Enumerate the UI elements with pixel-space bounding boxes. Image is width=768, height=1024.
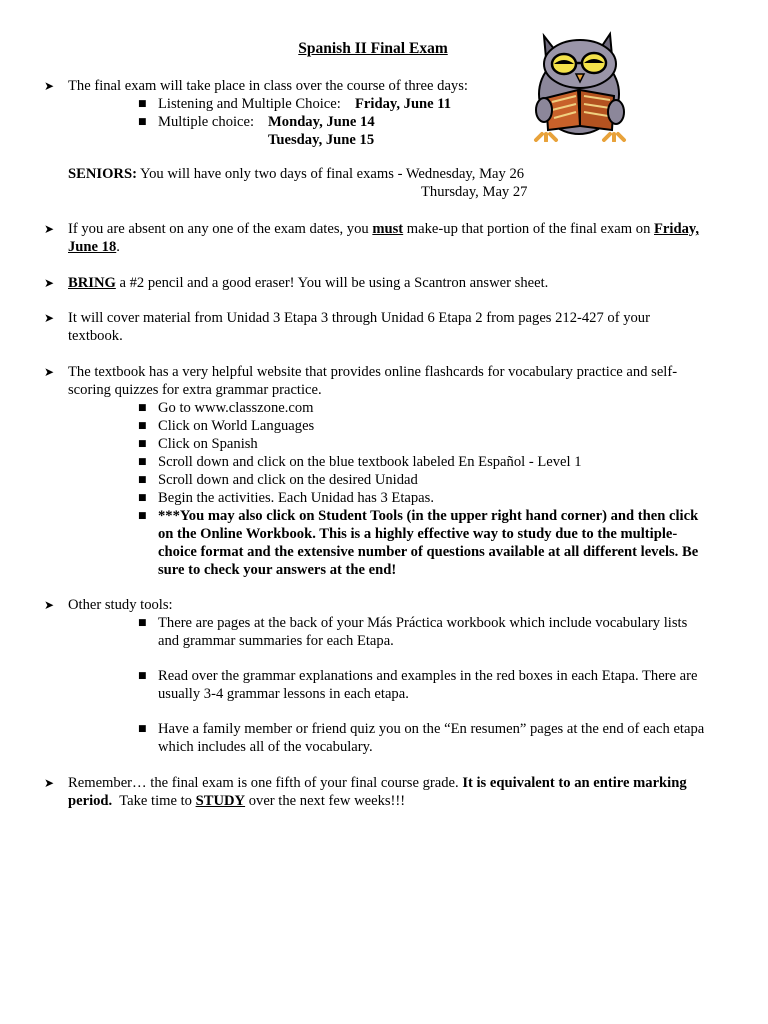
list-item: [138, 668, 728, 686]
arrow-bullet-icon: ➤: [44, 222, 55, 236]
tool2-line1: Read over the grammar explanations and examples in the red boxes in each Etapa. There are: [158, 668, 698, 684]
square-bullet-icon: ■: [138, 475, 147, 485]
student-tools-text: choice format and the extensive number of questions available at all different levels. Be: [158, 544, 699, 560]
arrow-bullet-icon: ➤: [44, 776, 55, 790]
day1-date: Friday, June 11: [355, 96, 452, 112]
day2-date: Monday, June 14: [268, 114, 375, 130]
step-text: Scroll down and click on the desired Unidad: [158, 472, 418, 488]
tool3-line2: which includes all of the vocabulary.: [158, 739, 373, 755]
schedule-day2: [138, 114, 728, 132]
day2-label: Multiple choice:: [158, 114, 255, 130]
list-item: [138, 615, 728, 633]
arrow-bullet-icon: ➤: [44, 79, 55, 93]
square-bullet-icon: ■: [138, 457, 147, 467]
remember-item-line2: [68, 793, 724, 811]
schedule-intro-text: The final exam will take place in class over the course of three days:: [68, 78, 468, 94]
tool1-line1: There are pages at the back of your Más Práctica workbook which include vocabulary lists: [158, 615, 688, 631]
bring-text: a #2 pencil and a good eraser! You will be using a Scantron answer sheet.: [115, 275, 549, 291]
arrow-bullet-icon: ➤: [44, 311, 55, 325]
absent-must: must: [372, 221, 404, 237]
absent-item: [44, 221, 728, 239]
remember-bold1: It is equivalent to an entire marking: [462, 775, 687, 791]
study-word: STUDY: [195, 793, 246, 809]
student-tools-line2: [158, 526, 728, 544]
arrow-bullet-icon: ➤: [44, 598, 55, 612]
tool2-line2-row: [158, 686, 728, 704]
website-line1: The textbook has a very helpful website that provides online flashcards for vocabulary practice and self-: [68, 364, 678, 380]
square-bullet-icon: ■: [138, 421, 147, 431]
bring-label: BRING: [68, 275, 116, 291]
schedule-day1: [138, 96, 728, 114]
student-tools-text: sure to check your answers at the end!: [158, 562, 397, 578]
absent-item-line2: [68, 239, 724, 257]
tool3-line2-row: [158, 739, 728, 757]
step-text: Click on World Languages: [158, 418, 315, 434]
absent-mid: make-up that portion of the final exam on: [403, 221, 655, 237]
square-bullet-icon: ■: [138, 493, 147, 503]
other-tools-item: [44, 597, 724, 615]
day1-label: Listening and Multiple Choice:: [158, 96, 341, 112]
step-text: Scroll down and click on the blue textbook labeled En Español - Level 1: [158, 454, 582, 470]
list-item: [138, 472, 728, 490]
list-item: [138, 508, 728, 526]
list-item: [138, 436, 728, 454]
seniors-text: You will have only two days of final exams - Wednesday, May 26: [140, 166, 525, 182]
remember-end: over the next few weeks!!!: [245, 793, 406, 809]
absent-date2: June 18: [68, 239, 117, 255]
square-bullet-icon: ■: [138, 511, 147, 521]
tool2-line2: usually 3-4 grammar lessons in each etapa.: [158, 686, 409, 702]
square-bullet-icon: ■: [138, 724, 147, 734]
website-item-line2: [68, 382, 724, 400]
coverage-item-line2: [68, 328, 724, 346]
day3-date: Tuesday, June 15: [268, 132, 375, 148]
square-bullet-icon: ■: [138, 117, 147, 127]
exam-schedule-item: [44, 78, 724, 96]
square-bullet-icon: ■: [138, 403, 147, 413]
bring-item: [44, 275, 724, 293]
square-bullet-icon: ■: [138, 618, 147, 628]
square-bullet-icon: ■: [138, 99, 147, 109]
page-title: Spanish II Final Exam: [298, 40, 448, 57]
remember-mid: Take time to: [112, 793, 196, 809]
step-text: Click on Spanish: [158, 436, 258, 452]
student-tools-line1: ***You may also click on Student Tools (in the upper right hand corner) and then click: [158, 508, 699, 524]
seniors-label: SENIORS:: [68, 166, 137, 182]
student-tools-text: on the Online Workbook. This is a highly effective way to study due to the multiple-: [158, 526, 678, 542]
arrow-bullet-icon: ➤: [44, 365, 55, 379]
tool3-line1: Have a family member or friend quiz you on the “En resumen” pages at the end of each etapa: [158, 721, 705, 737]
list-item: [138, 721, 728, 739]
list-item: [138, 400, 728, 418]
remember-item: [44, 775, 724, 793]
step-text: Begin the activities. Each Unidad has 3 Etapas.: [158, 490, 434, 506]
coverage-item: [44, 310, 724, 328]
remember-pre: Remember… the final exam is one fifth of your final course grade.: [68, 775, 463, 791]
website-item: [44, 364, 724, 382]
absent-end: .: [116, 239, 120, 255]
website-line2: scoring quizzes for extra grammar practice.: [68, 382, 322, 398]
list-item: [138, 418, 728, 436]
remember-bold2: period.: [68, 793, 113, 809]
square-bullet-icon: ■: [138, 671, 147, 681]
other-tools-label: Other study tools:: [68, 597, 173, 613]
square-bullet-icon: ■: [138, 439, 147, 449]
seniors-note: [68, 166, 724, 184]
arrow-bullet-icon: ➤: [44, 276, 55, 290]
tool1-line2: and grammar summaries for each Etapa.: [158, 633, 394, 649]
list-item: [138, 490, 728, 508]
student-tools-line3: [158, 544, 728, 562]
tool1-line2-row: [158, 633, 728, 651]
seniors-date2: Thursday, May 27: [421, 184, 528, 200]
absent-date1: Friday,: [654, 221, 700, 237]
coverage-line1: It will cover material from Unidad 3 Etapa 3 through Unidad 6 Etapa 2 from pages 212-427 of your: [68, 310, 650, 326]
step-text: Go to www.classzone.com: [158, 400, 314, 416]
coverage-line2: textbook.: [68, 328, 123, 344]
student-tools-line4: [158, 562, 728, 580]
list-item: [138, 454, 728, 472]
absent-pre: If you are absent on any one of the exam dates, you: [68, 221, 373, 237]
